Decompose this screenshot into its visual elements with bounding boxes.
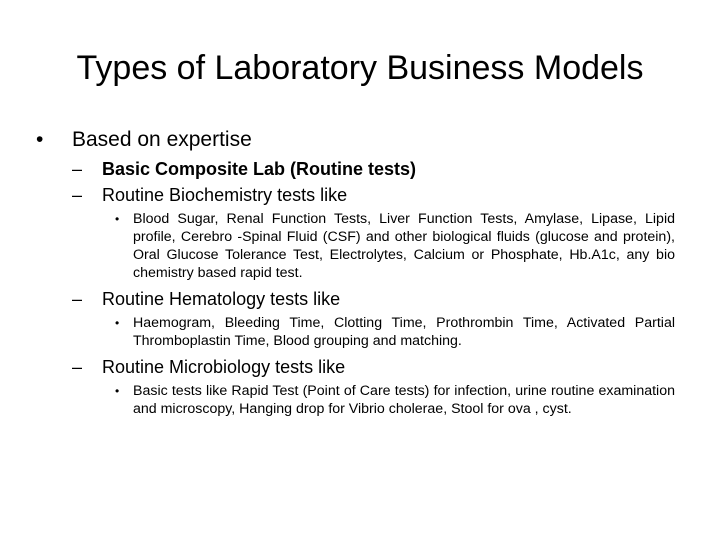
bullet-dot-icon: • (36, 128, 44, 151)
detail-microbiology-tests (115, 382, 675, 418)
bullet-dot-icon: • (115, 316, 120, 330)
detail-text: Blood Sugar, Renal Function Tests, Liver Function Tests, Amylase, Lipase, Lipid profile, Cerebro -Spinal Fluid (CSF) and other biological fluids (glucose and protein), Oral Glucose Tolerance Test, Electrolytes, Calcium or Phosphate, Hb.A1c, any bio chemistry based rapid test. (133, 211, 675, 281)
sub-bullet-text: Routine Microbiology tests like (102, 357, 346, 377)
bullet-text: Based on expertise (72, 128, 252, 151)
bullet-dot-icon: • (115, 212, 120, 226)
slide-title: Types of Laboratory Business Models (76, 49, 644, 87)
dash-icon: – (72, 289, 83, 309)
bullet-dot-icon: • (115, 384, 120, 398)
dash-icon: – (72, 357, 83, 377)
sub-bullet-text: Basic Composite Lab (Routine tests) (102, 159, 417, 179)
sub-bullet-text: Routine Hematology tests like (102, 289, 341, 309)
dash-icon: – (72, 185, 83, 205)
dash-icon: – (72, 159, 83, 179)
sub-bullet-text: Routine Biochemistry tests like (102, 185, 348, 205)
detail-text: Basic tests like Rapid Test (Point of Care tests) for infection, urine routine examination and microscopy, Hanging drop for Vibrio cholerae, Stool for ova , cyst. (133, 383, 675, 417)
detail-biochemistry-tests (115, 210, 675, 282)
detail-hematology-tests (115, 314, 675, 350)
detail-text: Haemogram, Bleeding Time, Clotting Time, Prothrombin Time, Activated Partial Thromboplastin Time, Blood grouping and matching. (133, 315, 675, 349)
